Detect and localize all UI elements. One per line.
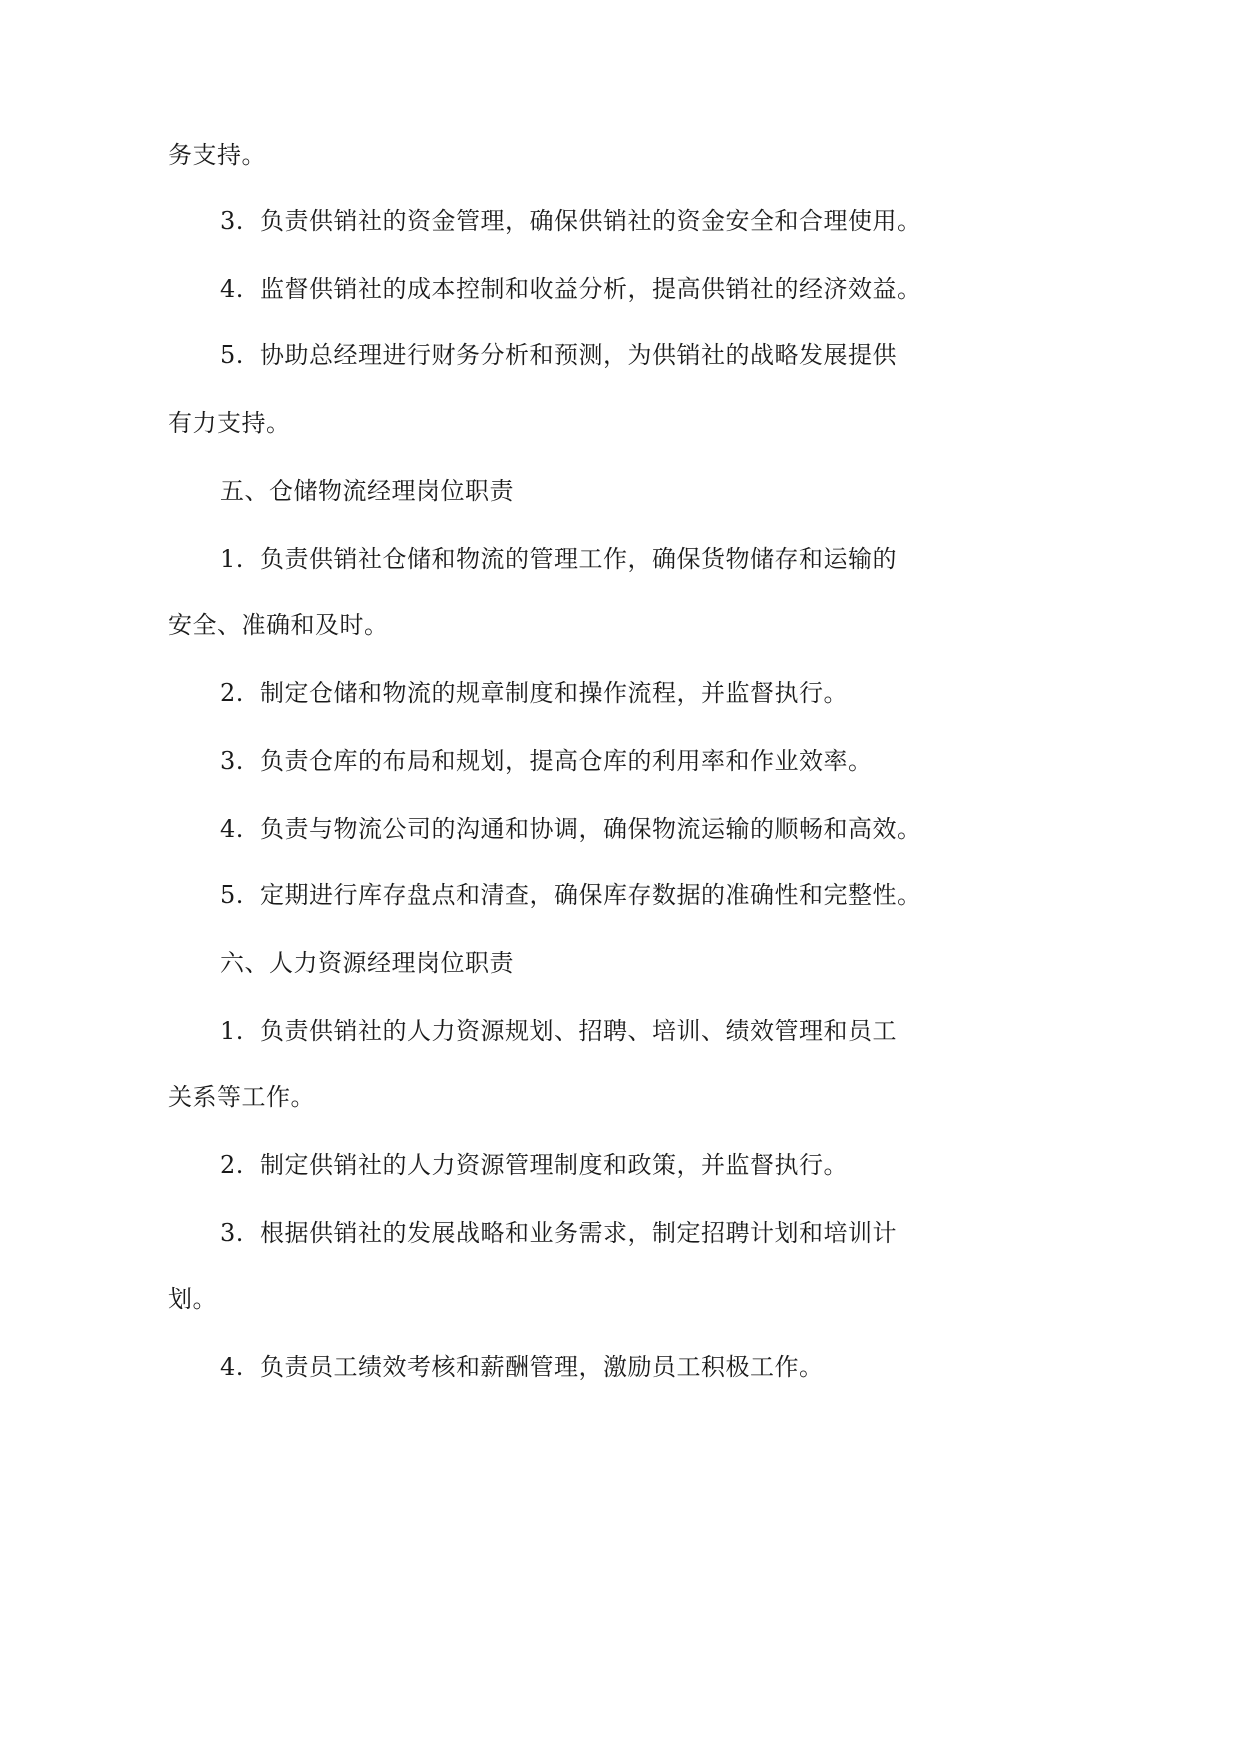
list-item: [220, 1150, 848, 1180]
list-item: [220, 746, 873, 776]
item-text: 负责员工绩效考核和薪酬管理，激励员工积极工作。: [260, 1353, 824, 1381]
item-text: 协助总经理进行财务分析和预测，为供销社的战略发展提供: [260, 341, 897, 369]
item-number: 5.: [220, 341, 244, 369]
list-item: [220, 814, 922, 844]
list-item: [220, 274, 922, 304]
item-number: 3.: [220, 207, 244, 235]
item-number: 1.: [220, 1017, 244, 1045]
text-line: [168, 610, 389, 640]
list-item: [220, 340, 897, 370]
item-text: 负责仓库的布局和规划，提高仓库的利用率和作业效率。: [260, 747, 873, 775]
item-number: 5.: [220, 881, 244, 909]
list-item: [220, 206, 922, 236]
item-number: 1.: [220, 545, 244, 573]
heading-text: 五、仓储物流经理岗位职责: [220, 477, 514, 505]
item-text: 负责供销社仓储和物流的管理工作，确保货物储存和运输的: [260, 545, 897, 573]
section-heading: [220, 948, 514, 978]
section-heading: [220, 476, 514, 506]
item-number: 4.: [220, 1353, 244, 1381]
item-number: 3.: [220, 747, 244, 775]
item-number: 3.: [220, 1219, 244, 1247]
list-item: [220, 1218, 897, 1248]
item-text: 监督供销社的成本控制和收益分析，提高供销社的经济效益。: [260, 275, 922, 303]
item-text: 定期进行库存盘点和清查，确保库存数据的准确性和完整性。: [260, 881, 922, 909]
line-text: 务支持。: [168, 141, 266, 169]
item-text: 负责供销社的人力资源规划、招聘、培训、绩效管理和员工: [260, 1017, 897, 1045]
item-text: 负责与物流公司的沟通和协调，确保物流运输的顺畅和高效。: [260, 815, 922, 843]
text-line: [168, 140, 266, 170]
item-number: 4.: [220, 275, 244, 303]
list-item: [220, 1016, 897, 1046]
line-text: 有力支持。: [168, 409, 291, 437]
list-item: [220, 1352, 824, 1382]
line-text: 安全、准确和及时。: [168, 611, 389, 639]
line-text: 关系等工作。: [168, 1083, 315, 1111]
item-text: 制定仓储和物流的规章制度和操作流程，并监督执行。: [260, 679, 848, 707]
text-line: [168, 408, 291, 438]
list-item: [220, 880, 922, 910]
item-number: 4.: [220, 815, 244, 843]
list-item: [220, 544, 897, 574]
item-text: 根据供销社的发展战略和业务需求，制定招聘计划和培训计: [260, 1219, 897, 1247]
list-item: [220, 678, 848, 708]
line-text: 划。: [168, 1285, 217, 1313]
text-line: [168, 1284, 217, 1314]
text-line: [168, 1082, 315, 1112]
item-text: 负责供销社的资金管理，确保供销社的资金安全和合理使用。: [260, 207, 922, 235]
heading-text: 六、人力资源经理岗位职责: [220, 949, 514, 977]
item-text: 制定供销社的人力资源管理制度和政策，并监督执行。: [260, 1151, 848, 1179]
item-number: 2.: [220, 679, 244, 707]
item-number: 2.: [220, 1151, 244, 1179]
